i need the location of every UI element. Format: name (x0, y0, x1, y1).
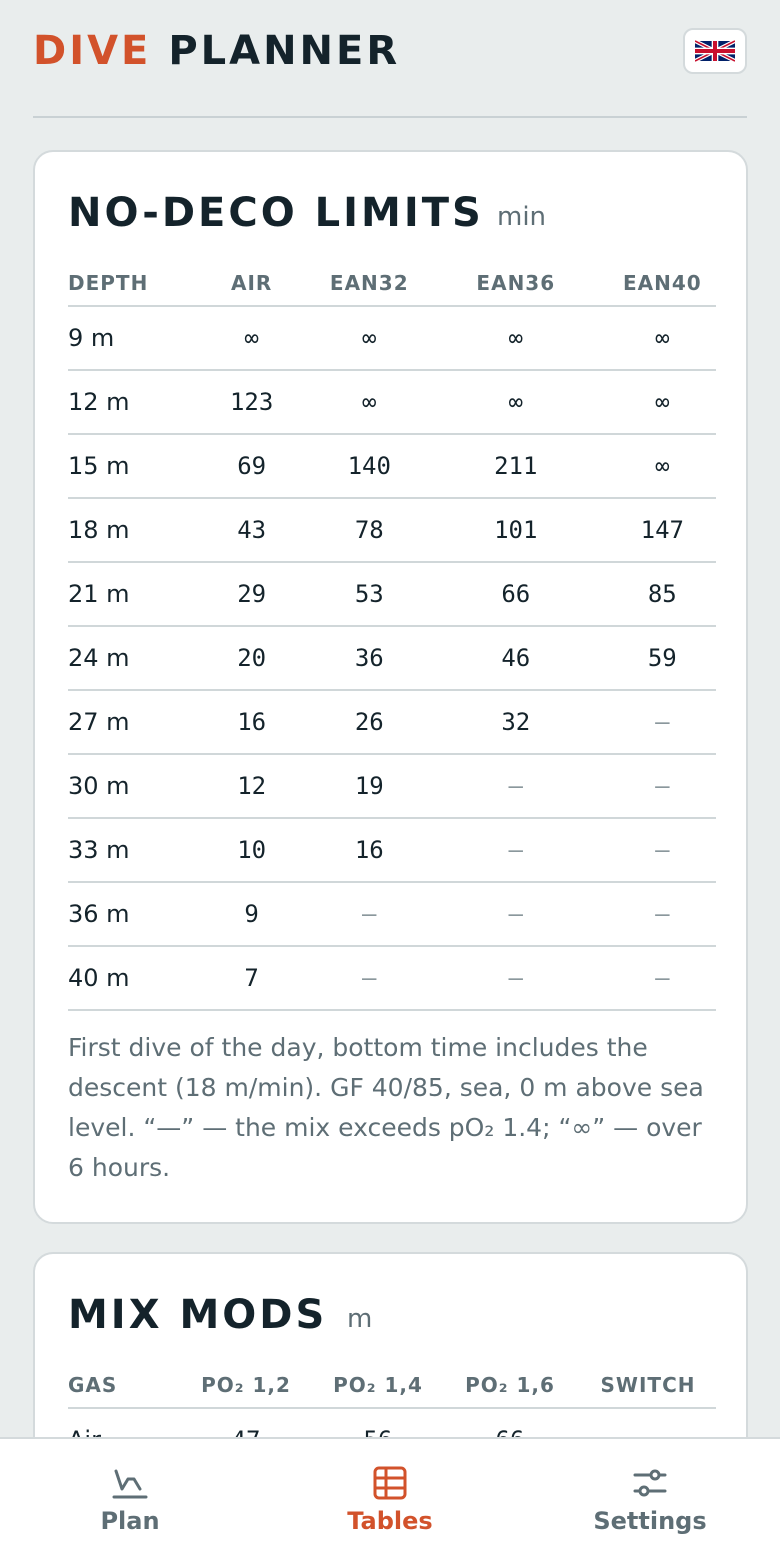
mods-title: MIX MODS (68, 1292, 328, 1338)
table-row (68, 370, 716, 434)
table-row (68, 306, 716, 370)
table-cell: — (609, 818, 716, 882)
table-row (68, 626, 716, 690)
table-icon (372, 1465, 408, 1501)
table-cell: — (423, 946, 609, 1010)
table-cell: 12 m (68, 370, 188, 434)
table-cell: 33 m (68, 818, 188, 882)
sliders-icon (632, 1465, 668, 1501)
brand-accent: DIVE (33, 28, 152, 74)
table-cell: 211 (423, 434, 609, 498)
table-cell: ∞ (316, 370, 423, 434)
table-cell: 59 (609, 626, 716, 690)
table-row (68, 882, 716, 946)
table-row (68, 498, 716, 562)
mods-col-header: PO₂ 1,6 (440, 1364, 580, 1408)
table-cell: 21 m (68, 562, 188, 626)
table-cell: 78 (316, 498, 423, 562)
nav-plan-label: Plan (100, 1507, 160, 1535)
table-cell: 46 (423, 626, 609, 690)
table-cell: ∞ (423, 370, 609, 434)
table-cell: — (609, 882, 716, 946)
table-cell: 29 (188, 562, 316, 626)
bottom-nav (0, 1437, 780, 1560)
table-cell: — (609, 690, 716, 754)
language-button[interactable] (683, 28, 747, 74)
app-brand (33, 28, 400, 74)
table-cell: 24 m (68, 626, 188, 690)
table-cell: 36 m (68, 882, 188, 946)
table-cell: 9 m (68, 306, 188, 370)
table-cell: ∞ (609, 370, 716, 434)
ndl-note: First dive of the day, bottom time includes the descent (18 m/min). GF 40/85, sea, 0 m above sea level. “—” — the mix exceeds pO₂ 1.4; “∞” — over 6 hours. (68, 1033, 704, 1182)
table-row (68, 690, 716, 754)
mods-col-header: PO₂ 1,2 (176, 1364, 316, 1408)
table-cell: — (316, 882, 423, 946)
table-cell: 40 m (68, 946, 188, 1010)
table-cell: ∞ (188, 306, 316, 370)
table-cell: ∞ (609, 306, 716, 370)
table-cell: 123 (188, 370, 316, 434)
table-cell: 16 (188, 690, 316, 754)
app-header (33, 0, 747, 118)
mods-unit: m (347, 1304, 373, 1334)
table-cell: 69 (188, 434, 316, 498)
table-row (68, 946, 716, 1010)
ndl-col-header: EAN40 (609, 262, 716, 306)
table-cell: ∞ (609, 434, 716, 498)
ndl-col-header: EAN32 (316, 262, 423, 306)
table-cell: 53 (316, 562, 423, 626)
table-cell: — (609, 754, 716, 818)
table-row (68, 562, 716, 626)
ndl-col-header: DEPTH (68, 262, 188, 306)
table-cell: 20 (188, 626, 316, 690)
table-row (68, 818, 716, 882)
mods-col-header: SWITCH (580, 1364, 716, 1408)
table-cell: — (423, 818, 609, 882)
table-cell: — (316, 946, 423, 1010)
table-cell: 32 (423, 690, 609, 754)
mods-col-header: GAS (68, 1364, 176, 1408)
table-cell: 18 m (68, 498, 188, 562)
table-cell: 147 (609, 498, 716, 562)
table-cell: 27 m (68, 690, 188, 754)
uk-flag-icon (695, 38, 735, 64)
table-cell: 66 (423, 562, 609, 626)
ndl-unit: min (497, 202, 547, 232)
table-cell: 7 (188, 946, 316, 1010)
ndl-col-header: AIR (188, 262, 316, 306)
table-cell: — (423, 882, 609, 946)
table-cell: 101 (423, 498, 609, 562)
brand-rest: PLANNER (168, 28, 401, 74)
table-cell: 43 (188, 498, 316, 562)
ndl-title: NO-DECO LIMITS (68, 190, 484, 236)
table-cell: 16 (316, 818, 423, 882)
table-cell: 36 (316, 626, 423, 690)
table-cell: 26 (316, 690, 423, 754)
table-cell: 12 (188, 754, 316, 818)
nav-settings[interactable] (520, 1439, 780, 1560)
nav-settings-label: Settings (593, 1507, 707, 1535)
dive-plan-icon (112, 1465, 148, 1501)
nav-plan[interactable] (0, 1439, 260, 1560)
ndl-col-header: EAN36 (423, 262, 609, 306)
table-cell: 9 (188, 882, 316, 946)
table-row (68, 434, 716, 498)
mods-col-header: PO₂ 1,4 (316, 1364, 440, 1408)
nav-tables-label: Tables (347, 1507, 433, 1535)
table-cell: 15 m (68, 434, 188, 498)
no-deco-limits-card (33, 150, 748, 1224)
table-cell: 140 (316, 434, 423, 498)
table-cell: 10 (188, 818, 316, 882)
table-cell: ∞ (423, 306, 609, 370)
table-row (68, 754, 716, 818)
ndl-table (68, 262, 716, 1011)
table-cell: 30 m (68, 754, 188, 818)
nav-tables[interactable] (260, 1439, 520, 1560)
table-cell: — (423, 754, 609, 818)
table-cell: 19 (316, 754, 423, 818)
table-cell: 85 (609, 562, 716, 626)
table-cell: ∞ (316, 306, 423, 370)
table-cell: — (609, 946, 716, 1010)
